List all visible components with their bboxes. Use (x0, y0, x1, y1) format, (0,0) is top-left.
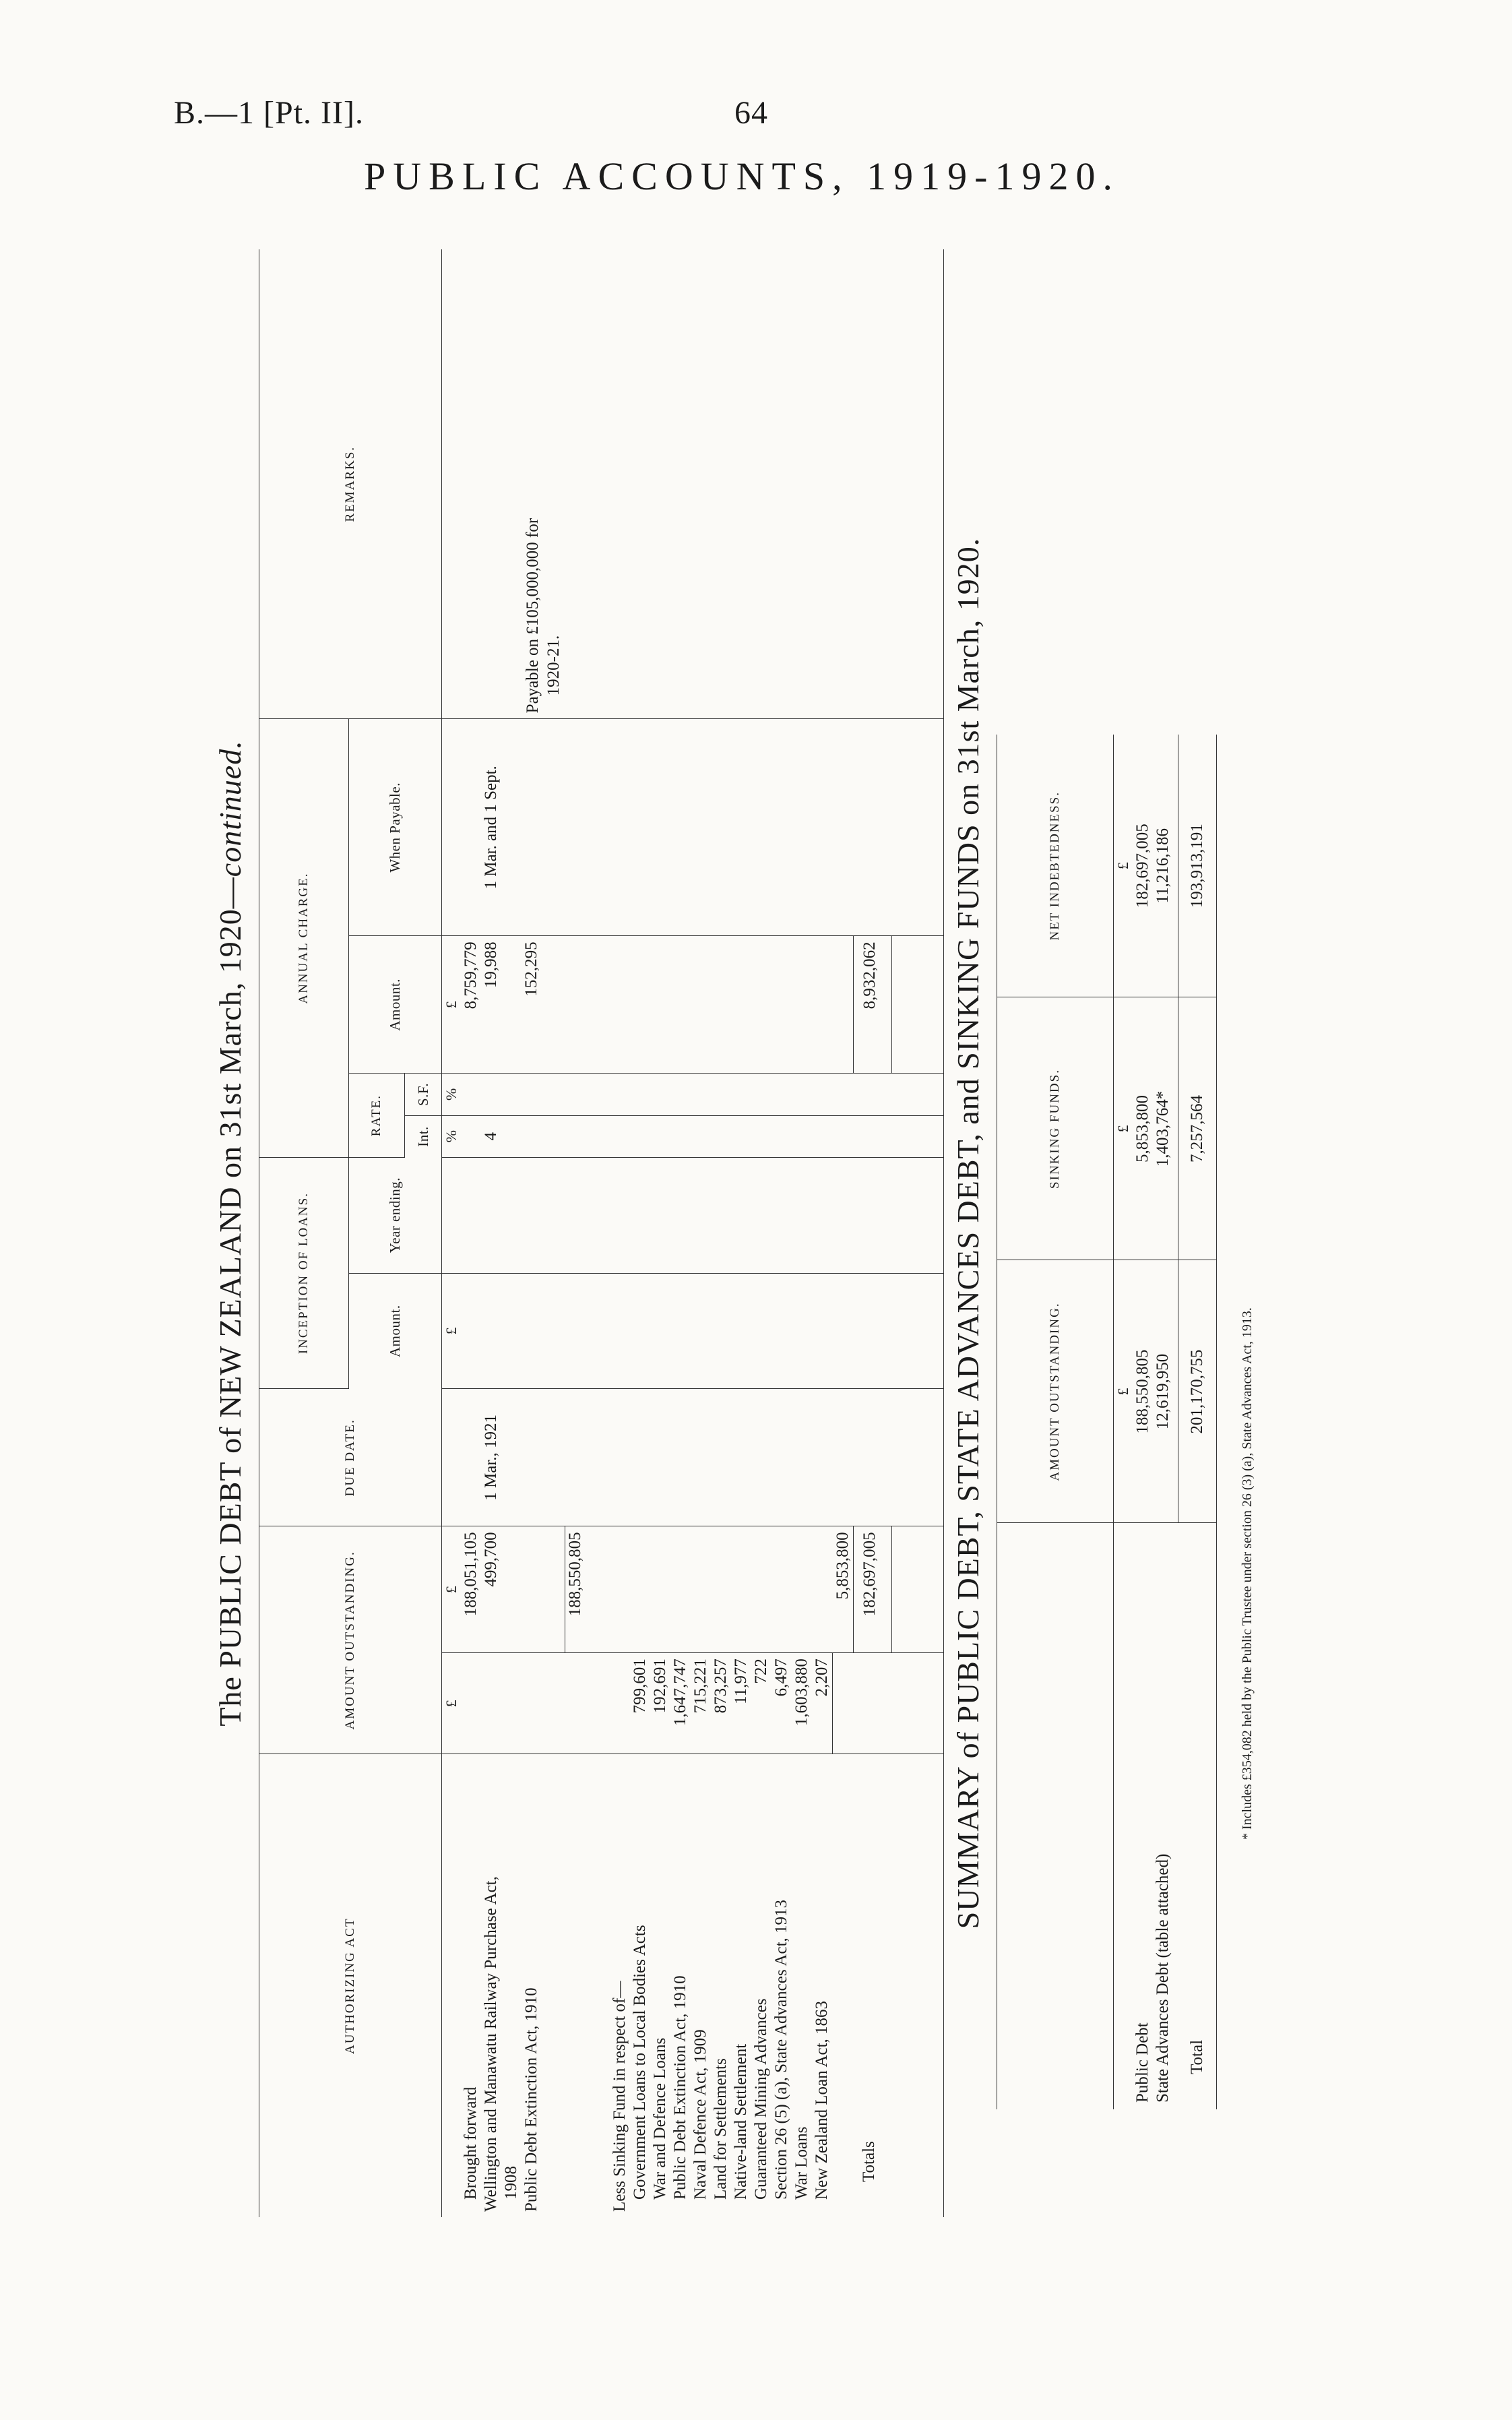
unit-pound: £ (1114, 997, 1133, 1260)
unit-pound: £ (442, 1273, 462, 1389)
sinking-label: New Zealand Loan Act, 1863 (813, 2000, 831, 2200)
remarks-line: 1920-21. (544, 635, 563, 696)
subtotal-amount: 188,550,805 (565, 1526, 586, 1653)
col-rate-sf: S.F. (405, 1074, 442, 1115)
summary-col-sinking: SINKING FUNDS. (997, 997, 1114, 1260)
page-title: PUBLIC ACCOUNTS, 1919-1920. (364, 154, 1120, 198)
table-row (670, 249, 691, 2217)
summary-net: 11,216,186 (1153, 735, 1178, 997)
sinking-amount: 873,257 (711, 1653, 731, 1754)
table-row (833, 249, 854, 2217)
col-rate: RATE. (349, 1074, 405, 1158)
row-label: Brought forward (462, 2086, 480, 2200)
sinking-amount: 192,691 (650, 1653, 670, 1754)
table-row (731, 249, 751, 2217)
sinking-amount: 6,497 (771, 1653, 792, 1754)
row-label: Public Debt Extinction Act, 1910 (522, 1987, 540, 2212)
unit-pound: £ (1114, 1260, 1133, 1523)
sinking-amount: 2,207 (812, 1653, 833, 1754)
less-sinking-heading: Less Sinking Fund in respect of— (610, 1981, 629, 2212)
summary-row (1153, 735, 1178, 2109)
sinking-label: Guaranteed Mining Advances (752, 1998, 770, 2200)
table-row (812, 249, 833, 2217)
remarks-line: Payable on £105,000,000 for (524, 518, 542, 714)
summary-sinking: 5,853,800 (1133, 997, 1153, 1260)
page-reference: B.—1 [Pt. II]. (174, 95, 364, 131)
summary-col-outstanding: AMOUNT OUTSTANDING. (997, 1260, 1114, 1523)
sinking-amount: 1,647,747 (670, 1653, 691, 1754)
summary-sinking: 1,403,764* (1153, 997, 1178, 1260)
public-debt-table-title (202, 249, 259, 2217)
row-due-date: 1 Mar., 1921 (481, 1389, 501, 1526)
summary-row (1133, 735, 1153, 2109)
summary-units-row (1114, 735, 1133, 2109)
table-row (610, 249, 630, 2217)
col-rate-int: Int. (405, 1115, 442, 1157)
col-due-date: DUE DATE. (259, 1389, 442, 1526)
row-amount: 499,700 (481, 1526, 501, 1653)
sinking-label: War and Defence Loans (651, 2037, 669, 2200)
summary-outstanding: 12,619,950 (1153, 1260, 1178, 1523)
row-amount: 188,051,105 (461, 1526, 481, 1653)
row-annual-amount: 8,759,779 (461, 936, 481, 1074)
sinking-label: Public Debt Extinction Act, 1910 (671, 1975, 689, 2200)
summary-row-label: Public Debt (1133, 2022, 1152, 2103)
table-row (522, 249, 565, 2217)
table-row (792, 249, 812, 2217)
summary-title: SUMMARY of PUBLIC DEBT, STATE ADVANCES DEBT, and SINKING FUNDS on 31st March, 1920. (951, 537, 985, 1929)
table-row (461, 249, 481, 2217)
col-authorizing-act: AUTHORIZING ACT (259, 1754, 442, 2217)
row-label: 1908 (502, 2166, 520, 2200)
summary-footnote: * Includes £354,082 held by the Public Trustee under section 26 (3) (a), State Advances Act, 1913. (1240, 1307, 1255, 1840)
summary-col-label (997, 1523, 1114, 2109)
summary-total-label: Total (1178, 1523, 1217, 2109)
totals-annual-amount: 8,932,062 (853, 936, 891, 1074)
row-rate-int: 4 (481, 1115, 501, 1157)
col-when-payable: When Payable. (349, 719, 442, 936)
table-row (751, 249, 771, 2217)
sinking-label: Native-land Settlement (732, 2043, 750, 2200)
table-row (565, 249, 586, 2217)
page-number: 64 (734, 95, 768, 131)
row-when-payable: 1 Mar. and 1 Sept. (481, 719, 501, 936)
unit-percent: % (442, 1074, 462, 1115)
summary-total-sinking: 7,257,564 (1178, 997, 1217, 1260)
row-annual-amount: 152,295 (522, 936, 565, 1074)
sinking-total: 5,853,800 (833, 1526, 854, 1653)
col-remarks: REMARKS. (259, 249, 442, 719)
public-debt-table-section (202, 249, 930, 2217)
summary-total-row (1178, 735, 1217, 2109)
row-remarks (522, 249, 565, 719)
table-row (501, 249, 522, 2217)
summary-table (997, 735, 1217, 2109)
sinking-amount: 799,601 (630, 1653, 650, 1754)
table-title-main: The PUBLIC DEBT of NEW ZEALAND on 31st March, 1920— (213, 877, 247, 1727)
summary-net: 182,697,005 (1133, 735, 1153, 997)
unit-pound: £ (442, 1653, 462, 1754)
table-row (711, 249, 731, 2217)
row-label: Wellington and Manawatu Railway Purchase Act, (482, 1876, 500, 2212)
sinking-label: War Loans (792, 2126, 811, 2200)
totals-label: Totals (860, 2141, 878, 2182)
sinking-label: Land for Settlements (712, 2058, 730, 2200)
table-title-suffix: continued. (213, 740, 247, 877)
summary-section (940, 249, 1317, 2217)
col-inception-amount: Amount. (349, 1273, 442, 1389)
sinking-amount: 11,977 (731, 1653, 751, 1754)
summary-total-outstanding: 201,170,755 (1178, 1260, 1217, 1523)
col-annual-amount: Amount. (349, 936, 442, 1074)
col-inception: INCEPTION OF LOANS. (259, 1157, 349, 1389)
public-debt-table (259, 249, 944, 2217)
col-amount-outstanding: AMOUNT OUTSTANDING. (259, 1526, 442, 1754)
summary-row-label: State Advances Debt (table attached) (1154, 1853, 1172, 2103)
sinking-label: Section 26 (5) (a), State Advances Act, 1913 (772, 1899, 790, 2200)
table-row (630, 249, 650, 2217)
table-row (771, 249, 792, 2217)
sinking-label: Naval Defence Act, 1909 (691, 2029, 710, 2200)
table-row (650, 249, 670, 2217)
sinking-amount: 722 (751, 1653, 771, 1754)
col-inception-year: Year ending. (349, 1157, 442, 1273)
units-row (442, 249, 462, 2217)
col-annual-charge: ANNUAL CHARGE. (259, 719, 349, 1158)
totals-row (853, 249, 891, 2217)
summary-outstanding: 188,550,805 (1133, 1260, 1153, 1523)
sinking-label: Government Loans to Local Bodies Acts (631, 1925, 649, 2200)
unit-pound: £ (1114, 735, 1133, 997)
summary-total-net: 193,913,191 (1178, 735, 1217, 997)
unit-pound: £ (442, 1526, 462, 1653)
unit-pound: £ (442, 936, 462, 1074)
sinking-amount: 1,603,880 (792, 1653, 812, 1754)
table-row (481, 249, 501, 2217)
row-annual-amount: 19,988 (481, 936, 501, 1074)
summary-col-net: NET INDEBTEDNESS. (997, 735, 1114, 997)
unit-percent: % (442, 1115, 462, 1157)
table-row (691, 249, 711, 2217)
sinking-amount: 715,221 (691, 1653, 711, 1754)
totals-amount: 182,697,005 (853, 1526, 891, 1653)
